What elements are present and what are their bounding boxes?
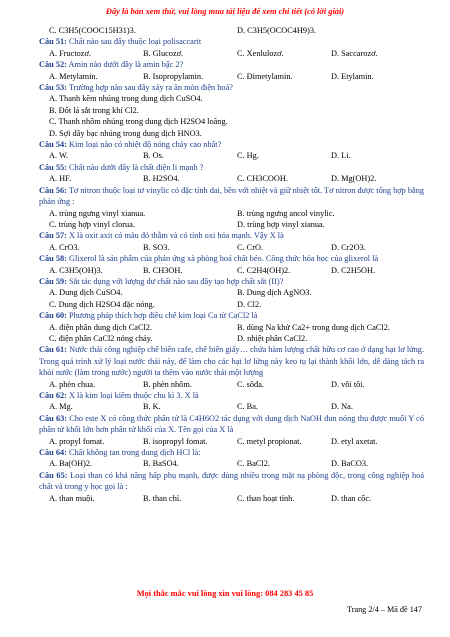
option-c: C. Đimetylamin.	[237, 71, 293, 81]
options-row	[39, 458, 424, 469]
options-row	[39, 287, 424, 298]
option-b: B. Isopropylamin.	[143, 71, 204, 81]
option-b: B. H2SO4.	[143, 174, 180, 184]
option-d: D. BaCO3.	[331, 459, 369, 469]
question-number: Câu 65:	[39, 470, 68, 480]
options-row	[39, 299, 424, 310]
question-64	[39, 447, 424, 470]
option-a: A. trùng ngưng vinyl xianua.	[49, 208, 146, 218]
option-d: D. trùng hợp vinyl xianua.	[237, 219, 325, 229]
option-c: C. điện phân CaCl2 nóng chảy.	[49, 333, 153, 343]
option-c: C. trùng hợp vinyl clorua.	[49, 219, 135, 229]
options-row	[39, 322, 424, 333]
option-a: A. Mg.	[49, 402, 73, 412]
question-list	[39, 25, 424, 504]
options-row	[39, 242, 424, 253]
question-text: Chất nào sau đây thuộc loại polisaccarit	[66, 37, 202, 47]
question-number: Câu 58:	[39, 254, 67, 264]
option-a: A. Fructozơ.	[49, 48, 91, 58]
option-c: C. Thanh nhôm nhúng trong dung dịch H2SO4 loãng.	[49, 117, 228, 127]
option-d: D. than cốc.	[331, 493, 372, 503]
question-53	[39, 82, 424, 139]
question-text: Glixerol là sản phẩm của phản ứng xà phòng hoá chất béo. Công thức hóa học của glixerol là	[66, 254, 379, 264]
option-d: D. Sợi dây bạc nhúng trong dung dịch HNO3.	[49, 128, 202, 138]
question-text: Kim loại nào có nhiệt độ nóng chảy cao nhất?	[66, 140, 222, 150]
option-d: D. Na.	[331, 402, 353, 412]
question-number: Câu 60:	[39, 311, 67, 321]
question-number: Câu 55:	[39, 162, 67, 172]
option-d: D. Mg(OH)2.	[331, 174, 377, 184]
question-text: Phương pháp thích hợp điều chế kim loại Ca từ CaCl2 là	[66, 311, 258, 321]
option-c: C. CH3COOH.	[237, 174, 288, 184]
option-a: A. than muội.	[49, 493, 95, 503]
options-row	[39, 173, 424, 184]
question-number: Câu 64:	[39, 448, 67, 458]
question-text: Cho este X có công thức phân tử là C4H6O2 tác dụng với dung dịch NaOH đun nóng thu được muối Y có phân tử khối lớn hơn phân tử khối của X. Tên gọi của X là	[39, 413, 424, 435]
question-text: Amin nào dưới đây là amin bậc 2?	[66, 60, 184, 70]
option-a: A. Dung dịch CuSO4.	[49, 288, 123, 298]
options-row	[39, 48, 424, 59]
option-b: B. Dung dịch AgNO3.	[237, 288, 312, 298]
option-b: B. BaSO4.	[143, 459, 179, 469]
question-number: Câu 57:	[39, 231, 67, 241]
option-c: C. sôđa.	[237, 379, 264, 389]
prev-options-row	[39, 25, 424, 36]
question-text: Chất không tan trong dung dịch HCl là:	[66, 448, 201, 458]
question-65	[39, 470, 424, 504]
option-c: C. C2H4(OH)2.	[237, 265, 291, 275]
option-c: C. Dung dịch H2SO4 đặc nóng.	[49, 299, 155, 309]
option-d: D. Li.	[331, 151, 351, 161]
option-b: B. trùng ngưng ancol vinylic.	[237, 208, 335, 218]
options-row	[39, 71, 424, 82]
option-a: A. phèn chua.	[49, 379, 96, 389]
option-a: A. điện phân dung dịch CaCl2.	[49, 322, 153, 332]
option-b: B. isopropyl fomat.	[143, 436, 208, 446]
question-number: Câu 54:	[39, 140, 67, 150]
option-a: A. C3H5(OH)3.	[49, 265, 103, 275]
question-59	[39, 276, 424, 310]
option-c: C. BaCl2.	[237, 459, 270, 469]
question-number: Câu 59:	[39, 276, 67, 286]
option-d: D. Cl2.	[237, 299, 262, 309]
question-57	[39, 230, 424, 253]
options-row	[39, 219, 424, 230]
option-d: D. vôi tôi.	[331, 379, 365, 389]
question-number: Câu 51:	[39, 37, 67, 47]
option-d: D. Saccarozơ.	[331, 48, 378, 58]
question-text: Sắt tác dụng với lượng dư chất nào sau đây tạo hợp chất sắt (II)?	[66, 276, 284, 286]
question-number: Câu 62:	[39, 391, 67, 400]
option-b: B. SO3.	[143, 242, 170, 252]
question-60	[39, 310, 424, 344]
options-row	[39, 493, 424, 504]
option-b: B. dùng Na khử Ca2+ trong dung dịch CaCl2.	[237, 322, 390, 332]
option-c: C. Hg.	[237, 151, 259, 161]
option-b: B. Đốt lá sắt trong khí Cl2.	[49, 105, 139, 115]
question-number: Câu 52:	[39, 60, 67, 70]
question-56	[39, 185, 424, 231]
option-d: D. nhiệt phân CaCl2.	[237, 333, 308, 343]
option-b: B. K.	[143, 402, 161, 412]
option-d: D. Etylamin.	[331, 71, 374, 81]
option-c: C. metyl propionat.	[237, 436, 302, 446]
question-61	[39, 344, 424, 390]
contact-footer: Mọi thắc mắc vui lòng xin vui lòng: 084 283 45 85	[136, 589, 314, 598]
option-a: A. HF.	[49, 174, 72, 184]
option-a: A. Thanh kẽm nhúng trong dung dịch CuSO4.	[49, 94, 203, 104]
question-text: X là oxit axit có màu đỏ thẫm và có tính oxi hóa mạnh. Vậy X là	[66, 231, 284, 241]
question-text: Tơ nitron thuộc loại tơ vinylic có đặc tính dai, bền với nhiệt và giữ nhiệt tốt. Tơ nitron được tổng hợp bằng phản ứng :	[39, 185, 425, 207]
question-text: X là kim loại kiềm thuộc chu kì 3. X là	[66, 391, 199, 400]
option-b: B. Glucozơ.	[143, 48, 184, 58]
options-row	[39, 401, 424, 412]
option-a: A. propyl fomat.	[49, 436, 105, 446]
question-text: Chất nào dưới đây là chất điện li mạnh ?	[66, 162, 204, 172]
option-d: D. C3H5(OCOC4H9)3.	[237, 26, 317, 35]
question-number: Câu 56:	[39, 185, 67, 195]
option-c: C. Xenlulozơ.	[237, 48, 284, 58]
question-number: Câu 61:	[39, 345, 67, 355]
option-b: B. CH3OH.	[143, 265, 183, 275]
option-d: D. etyl axetat.	[331, 436, 378, 446]
option-a: A. CrO3.	[49, 242, 80, 252]
question-55	[39, 162, 424, 185]
question-58	[39, 253, 424, 276]
option-c: C. CrO.	[237, 242, 264, 252]
option-c: C. Ba.	[237, 402, 258, 412]
option-b: B. than chì.	[143, 493, 182, 503]
option-a: A. Ba(OH)2.	[49, 459, 93, 469]
question-text: Trường hợp nào sau đây xảy ra ăn mòn điện hoá?	[66, 83, 233, 93]
option-b: B. Os.	[143, 151, 164, 161]
option-c: C. than hoạt tính.	[237, 493, 295, 503]
preview-banner: Đây là bản xem thử, vui lòng mua tài liệu để xem chi tiết (có lời giải)	[105, 7, 345, 16]
options-row	[39, 150, 424, 161]
options-row	[39, 436, 424, 447]
question-63	[39, 413, 424, 447]
question-text: Loại than có khả năng hấp phụ mạnh, được dùng nhiều trong mặt nạ phòng độc, trong công nghiệp hoá chất và trong y học gọi là :	[39, 470, 424, 492]
question-54	[39, 139, 424, 162]
question-62	[39, 390, 424, 413]
question-number: Câu 63:	[39, 413, 68, 423]
page-number: Trang 2/4 – Mã đề 147	[347, 605, 422, 614]
question-51	[39, 36, 424, 59]
option-a: A. Metylamin.	[49, 71, 98, 81]
options-row	[39, 333, 424, 344]
option-b: B. phèn nhôm.	[143, 379, 192, 389]
question-text: Nước thải công nghiệp chế biến cafe, chế biến giấy… chứa hàm lượng chất hữu cơ cao ở dạng hạt lơ lửng. Trong quá trình xử lý loại nước thải này, để làm cho các hạt lơ lửng này keo tụ lại thành khối lớn, dễ dàng tách ra khỏi nước (làm trong nước) người ta thêm vào nước thải một lượng	[39, 345, 425, 378]
option-d: D. Cr2O3.	[331, 242, 366, 252]
option-d: D. C2H5OH.	[331, 265, 376, 275]
option-c: C. C3H5(COOC15H31)3.	[49, 26, 136, 35]
question-52	[39, 59, 424, 82]
question-number: Câu 53:	[39, 83, 67, 93]
options-row	[39, 379, 424, 390]
options-row	[39, 265, 424, 276]
options-row	[39, 208, 424, 219]
option-a: A. W.	[49, 151, 69, 161]
